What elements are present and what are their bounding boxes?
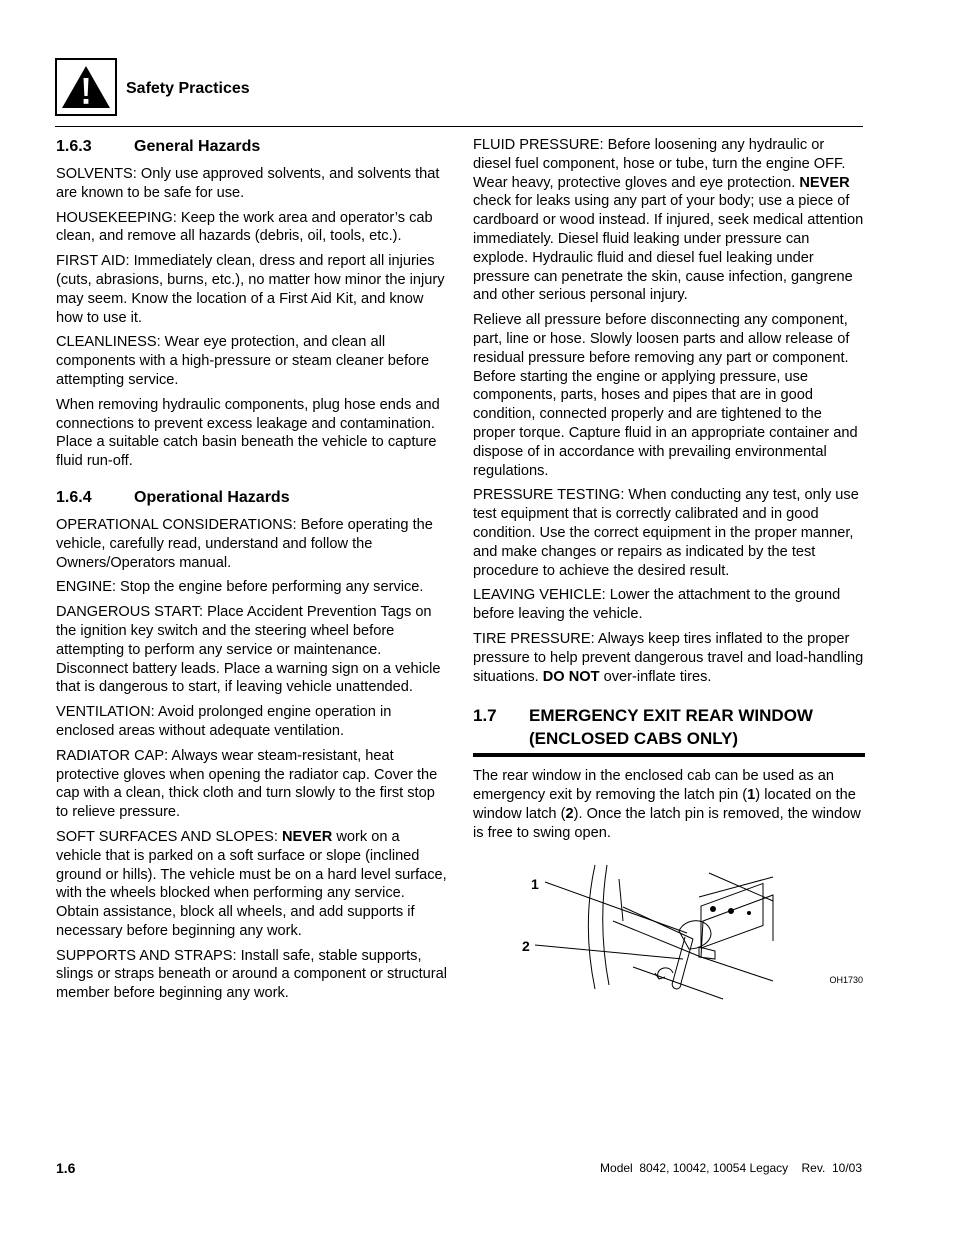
left-column xyxy=(56,136,448,1009)
section-title-line: (ENCLOSED CABS ONLY) xyxy=(529,729,739,749)
section-title-line: EMERGENCY EXIT REAR WINDOW xyxy=(529,706,813,726)
paragraph-housekeeping: HOUSEKEEPING: Keep the work area and operator’s cab clean, and remove all hazards (debris, oil, tools, etc.). xyxy=(56,209,433,245)
right-column xyxy=(473,136,865,1006)
text-span: over-inflate tires. xyxy=(599,668,712,685)
text-span: The rear window in the enclosed cab can be used as an emergency exit by removing the latch pin ( xyxy=(473,768,835,804)
section-title: General Hazards xyxy=(134,138,261,155)
callout-number: 2 xyxy=(565,805,574,822)
emphasis-never: NEVER xyxy=(799,174,850,191)
paragraph-tire-pressure xyxy=(473,630,865,686)
text-span: SOFT SURFACES AND SLOPES: xyxy=(56,828,282,845)
paragraph-radiator-cap: RADIATOR CAP: Always wear steam-resistant, heat protective gloves when opening the radiator cap. Cover the cap with a clean, thick cloth and turn slowly to the first stop to relieve pressure. xyxy=(56,747,438,821)
section-heading-1-7 xyxy=(473,704,865,757)
header-title: Safety Practices xyxy=(126,80,250,97)
window-latch-figure xyxy=(473,861,865,1006)
text-span: TIRE PRESSURE: Always keep tires inflated to the proper pressure to help prevent dangerous travel and load-handling situations. xyxy=(473,630,864,685)
paragraph-engine: ENGINE: Stop the engine before performing any service. xyxy=(56,579,424,596)
text-span: check for leaks using any part of your body; use a piece of cardboard or wood instead. If injured, seek medical attention immediately. Diesel fluid leaking under pressure can explode. Hydraulic fluid and diesel fuel leaking under pressure can penetrate the skin, cause infection, gangrene and other serious personal injury. xyxy=(473,193,864,304)
warning-icon-box xyxy=(55,58,117,116)
section-number: 1.6.3 xyxy=(56,138,92,155)
callout-label-1: 1 xyxy=(531,875,539,892)
paragraph-emergency-exit xyxy=(473,767,865,842)
section-title xyxy=(529,704,813,750)
page-header xyxy=(55,58,863,128)
text-span: ) located on the window latch ( xyxy=(473,787,856,822)
paragraph-dangerous-start: DANGEROUS START: Place Accident Prevention Tags on the ignition key switch and the steering wheel before attempting to perform any service or maintenance. Disconnect battery leads. Place a warning sign on a vehicle that is dangerous to start, if leaving vehicle unattended. xyxy=(56,604,441,696)
paragraph-leaving-vehicle: LEAVING VEHICLE: Lower the attachment to the ground before leaving the vehicle. xyxy=(473,587,841,623)
figure-id: OH1730 xyxy=(829,974,863,985)
section-heading-1-6-3 xyxy=(56,138,448,156)
text-span: ). Once the latch pin is removed, the window is free to swing open. xyxy=(473,805,861,841)
section-heading-1-6-4 xyxy=(56,489,448,507)
emphasis-do-not: DO NOT xyxy=(542,668,600,685)
section-number: 1.6.4 xyxy=(56,488,92,506)
warning-triangle-icon xyxy=(59,62,113,112)
paragraph-fluid-pressure xyxy=(473,136,865,305)
section-title: Operational Hazards xyxy=(134,488,290,506)
callout-number: 1 xyxy=(747,787,756,804)
paragraph-pressure-testing: PRESSURE TESTING: When conducting any test, only use test equipment that is correctly calibrated and in good condition. Use the correct equipment in the proper manner, and make changes or repairs as indicated by the test procedure to achieve the desired result. xyxy=(473,487,859,579)
footer-model-revision: Model 8042, 10042, 10054 Legacy Rev. 10/03 xyxy=(600,1161,862,1175)
paragraph-ventilation: VENTILATION: Avoid prolonged engine operation in enclosed areas without adequate ventilation. xyxy=(56,704,392,739)
paragraph-supports-straps: SUPPORTS AND STRAPS: Install safe, stable supports, slings or straps beneath or around a component or structural member before beginning any work. xyxy=(56,947,448,1002)
paragraph-hydraulic-removal: When removing hydraulic components, plug hose ends and connections to prevent excess leakage and contamination. Place a suitable catch basin beneath the vehicle to capture fluid run-off. xyxy=(56,396,440,470)
paragraph-solvents: SOLVENTS: Only use approved solvents, and solvents that are known to be safe for use. xyxy=(56,166,440,201)
text-span: work on a vehicle that is parked on a soft surface or slope (inclined ground or hills). The vehicle must be on a hard level surface, with the wheels blocked when performing any service. Obtain assistance, block all wheels, and add supports if necessary before beginning any work. xyxy=(56,828,447,939)
paragraph-relieve-pressure: Relieve all pressure before disconnecting any component, part, line or hose. Slowly loosen parts and allow release of residual pressure before removing any part or component. Before starting the engine or applying pressure, use components, parts, hoses and pipes that are in good condition, connected properly and are tightened to the proper torque. Capture fluid in an appropriate container and dispose of in accordance with prevailing environmental regulations. xyxy=(473,312,858,479)
emphasis-never: NEVER xyxy=(282,828,333,845)
text-span: FLUID PRESSURE: Before loosening any hydraulic or diesel fuel component, hose or tube, turn the engine OFF. Wear heavy, protective gloves and eye protection. xyxy=(473,137,846,191)
paragraph-operational-considerations: OPERATIONAL CONSIDERATIONS: Before operating the vehicle, carefully read, understand and follow the Owners/Operators manual. xyxy=(56,516,433,571)
section-number: 1.7 xyxy=(473,706,497,726)
paragraph-cleanliness: CLEANLINESS: Wear eye protection, and clean all components with a high-pressure or steam cleaner before attempting service. xyxy=(56,334,430,388)
paragraph-soft-surfaces xyxy=(56,828,448,941)
header-divider xyxy=(55,126,863,127)
page-number: 1.6 xyxy=(56,1160,76,1176)
window-latch-illustration xyxy=(473,861,865,1006)
callout-label-2: 2 xyxy=(522,937,530,954)
paragraph-first-aid: FIRST AID: Immediately clean, dress and report all injuries (cuts, abrasions, burns, etc.), no matter how minor the injury may seem. Know the location of a First Aid Kit, and know how to use it. xyxy=(56,253,445,326)
